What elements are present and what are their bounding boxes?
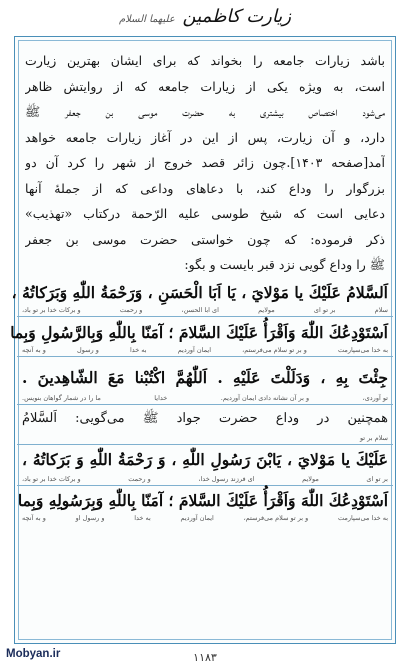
translation-word: و برکات خدا بر تو باد،	[22, 475, 81, 483]
translation-word: ایمان آوردیم	[180, 514, 214, 522]
translation-line	[22, 434, 388, 442]
paragraph-line: می‌شود اختصاص بیشتری به حضرت موسی بن جعفر ﷺ	[25, 104, 385, 119]
translation-word: سلام بر تو	[359, 434, 388, 442]
arabic-verse-line: عَلَيْكَ يا مَوْلايَ ، يَابْنَ رَسُولِ اللّٰهِ ، وَ رَحْمَةُ اللّٰهِ وَ بَرَكاتُهُ ،	[22, 450, 388, 469]
translation-word: و برکات خدا بر تو باد،	[22, 306, 81, 314]
translation-word: مولایم	[258, 306, 275, 314]
translation-word: خدایا	[154, 394, 168, 402]
translation-line	[22, 346, 388, 354]
translation-word: و رسول	[77, 346, 99, 354]
arabic-verse-line: اَسْتَوْدِعُكَ اللّٰهَ وَاَقْرَأُ عَلَيْكَ السَّلامَ ؛ آمَنّا بِاللّٰهِ وَبِالرَّسُولِ وَبِما	[10, 323, 388, 342]
paragraph-line: بزرگوار را وداع کند، با دعاهای وداعی که از جملهٔ آنها	[25, 180, 385, 196]
translation-word: و بر آن نشانه دادی ایمان آوردیم.	[220, 394, 310, 402]
translation-line	[22, 394, 388, 402]
persian-text-line: همچنین در وداع حضرت جواد ﷺ می‌گویی: اَلسَّلامُ	[22, 411, 388, 426]
translation-word: ما را در شمار گواهان بنویس.	[22, 394, 101, 402]
translation-word: بر تو ای	[313, 306, 336, 314]
arabic-verse-line: اَسْتَوْدِعُكَ اللّٰهَ وَاَقْرَأُ عَلَيْكَ السَّلامَ ؛ آمَنّا بِاللّٰهِ وَبِرَسُولِهِ وَبِما	[17, 491, 388, 510]
translation-word: و رحمت	[119, 306, 143, 314]
line-divider	[17, 356, 393, 357]
translation-word: ایمان آوردیم	[177, 346, 212, 354]
honorific-glyph: علیهما السلام	[118, 14, 175, 25]
translation-word: ای فرزند رسول خدا،	[198, 475, 255, 483]
site-watermark: Mobyan.ir	[6, 648, 61, 660]
arabic-verse-line: جِئْتَ بِهِ ، وَدَلَلْتَ عَلَيْهِ . اَللّٰهُمَّ اكْتُبْنا مَعَ الشّاهِدينَ .	[22, 368, 388, 387]
translation-word: بر تو ای	[366, 475, 388, 483]
translation-word: و به آنچه	[22, 346, 46, 354]
paragraph-line: دعایی است که شیخ طوسی علیه الرّحمة درکتاب «تهذیب»	[25, 206, 385, 221]
page-header	[0, 6, 410, 27]
arabic-verse-line: اَلسَّلامُ عَلَيْكَ يا مَوْلايَ ، يَا اَبَا الْحَسَنِ ، وَرَحْمَةُ اللّٰهِ وَبَرَكاتُهُ ،	[11, 283, 388, 302]
intro-paragraph	[25, 48, 385, 278]
translation-line	[22, 475, 388, 483]
header-title: زیارت کاظمین	[182, 6, 292, 27]
translation-word: ای ابا الحسن،	[181, 306, 219, 314]
paragraph-line: است، به ویژه یکی از زیارات جامعه که از روایتش ظاهر	[25, 78, 385, 94]
translation-word: به خدا	[130, 346, 147, 354]
page-number: ۱۱۸۳	[193, 651, 217, 664]
translation-word: و به آنچه	[22, 514, 46, 522]
paragraph-line: آمد[صفحه ۱۴۰۳].چون زائر قصد خروج از شهر را کرد آن دو	[25, 155, 385, 170]
line-divider	[17, 316, 393, 317]
translation-word: و بر تو سلام می‌فرستم،	[242, 346, 307, 354]
line-divider	[17, 404, 393, 405]
translation-word: به خدا	[134, 514, 151, 522]
translation-word: و رسول او	[75, 514, 105, 522]
paragraph-line: ذکر فرموده: که چون خواستی حضرت موسی بن جعفر	[25, 231, 385, 247]
translation-line	[22, 306, 388, 314]
paragraph-line: ﷺ را وداع گویی نزد قبر بایست و بگو:	[184, 257, 385, 272]
translation-word: و رحمت	[128, 475, 151, 483]
line-divider	[17, 485, 393, 486]
translation-word: و بر تو سلام می‌فرستم،	[243, 514, 309, 522]
paragraph-line: باشد زیارات جامعه را بخواند که برای ایشان بهترین زیارت	[25, 53, 385, 68]
translation-word: به خدا می‌سپارمت	[338, 514, 388, 522]
translation-word: سلام	[374, 306, 388, 314]
paragraph-line: دارد، و آن زیارت، پس از این در آغاز زیارات جامعه خواهد	[25, 129, 385, 145]
translation-word: به خدا می‌سپارمت	[338, 346, 388, 354]
translation-word: تو آوردی،	[362, 394, 388, 402]
line-divider	[17, 444, 393, 445]
translation-word: مولایم	[302, 475, 319, 483]
translation-line	[22, 514, 388, 522]
